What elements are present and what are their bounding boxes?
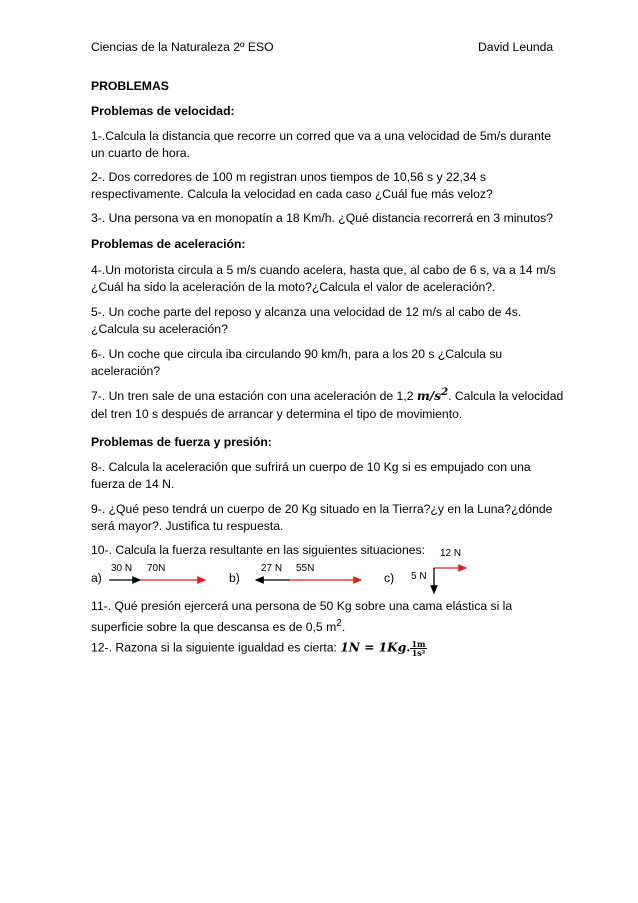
problem-9: 9-. ¿Qué peso tendrá un cuerpo de 20 Kg situado en la Tierra?¿y en la Luna?¿dónde será mayor?. Justifica tu respuesta. xyxy=(91,502,553,533)
diagram-a-label: a) xyxy=(91,571,102,585)
problem-7-exponent: 2 xyxy=(441,387,449,398)
diagram-c-force-1: 12 N xyxy=(440,548,462,559)
problem-6: 6-. Un coche que circula iba circulando 90 km/h, para a los 20 s ¿Calcula su aceleración? xyxy=(91,347,503,378)
diagram-c-force-2: 5 N xyxy=(411,571,427,582)
problem-12 xyxy=(91,640,427,657)
problem-11 xyxy=(91,598,561,636)
diagram-a-force-1: 30 N xyxy=(111,563,133,574)
problem-7-unit: m/s xyxy=(416,389,442,404)
section-aceleracion: Problemas de aceleración: xyxy=(91,237,246,251)
header-right: David Leunda xyxy=(478,40,554,54)
problem-10: 10-. Calcula la fuerza resultante en las siguientes situaciones: xyxy=(91,543,425,557)
problem-12-numerator: 1m xyxy=(411,639,426,649)
diagram-b-force-2: 55N xyxy=(296,563,315,574)
problem-11-exponent: 2 xyxy=(336,618,342,629)
section-fuerza: Problemas de fuerza y presión: xyxy=(91,435,272,449)
problem-4: 4-.Un motorista circula a 5 m/s cuando acelera, hasta que, al cabo de 6 s, va a 14 m/s ¿Cuál ha sido la aceleración de la moto?¿Calcula el valor de aceleración?. xyxy=(91,263,556,294)
diagram-b-label: b) xyxy=(229,571,240,585)
problem-7-line2: del tren 10 s después de arrancar y determina el tipo de movimiento. xyxy=(91,407,463,421)
problem-11-text-b: . xyxy=(341,620,346,635)
problem-12-fraction xyxy=(410,640,426,657)
diagram-b-force-1: 27 N xyxy=(261,563,283,574)
problem-1: 1-.Calcula la distancia que recorre un corred que va a una velocidad de 5m/s durante un cuarto de hora. xyxy=(91,129,552,160)
problem-11-text-a: 11-. Qué presión ejercerá una persona de 50 Kg sobre una cama elástica si la superficie sobre la que descansa es de 0,5 m xyxy=(91,599,513,635)
diagram-c-label: c) xyxy=(384,571,395,585)
section-velocidad: Problemas de velocidad: xyxy=(91,104,235,118)
diagram-a-force-2: 70N xyxy=(147,563,166,574)
problem-7-text-b: . Calcula la velocidad xyxy=(448,389,564,404)
problem-3: 3-. Una persona va en monopatín a 18 Km/h. ¿Qué distancia recorrerá en 3 minutos? xyxy=(91,211,554,225)
problem-2: 2-. Dos corredores de 100 m registran unos tiempos de 10,56 s y 22,34 s respectivamente. Calcula la velocidad en cada caso ¿Cuál fue más veloz? xyxy=(91,170,493,201)
problem-12-text: 12-. Razona si la siguiente igualdad es cierta: xyxy=(91,640,341,655)
problem-7-text-a: 7-. Un tren sale de una estación con una aceleración de 1,2 xyxy=(91,389,417,404)
problem-8: 8-. Calcula la aceleración que sufrirá un cuerpo de 10 Kg si es empujado con una fuerza de 14 N. xyxy=(91,460,531,491)
problem-12-equation: 1N = 1Kg. xyxy=(340,640,411,655)
problem-5: 5-. Un coche parte del reposo y alcanza una velocidad de 12 m/s al cabo de 4s. ¿Calcula su aceleración? xyxy=(91,305,522,336)
page-title: PROBLEMAS xyxy=(91,79,169,93)
header-left: Ciencias de la Naturaleza 2º ESO xyxy=(91,40,274,54)
problem-12-denominator: 1s² xyxy=(411,648,426,658)
